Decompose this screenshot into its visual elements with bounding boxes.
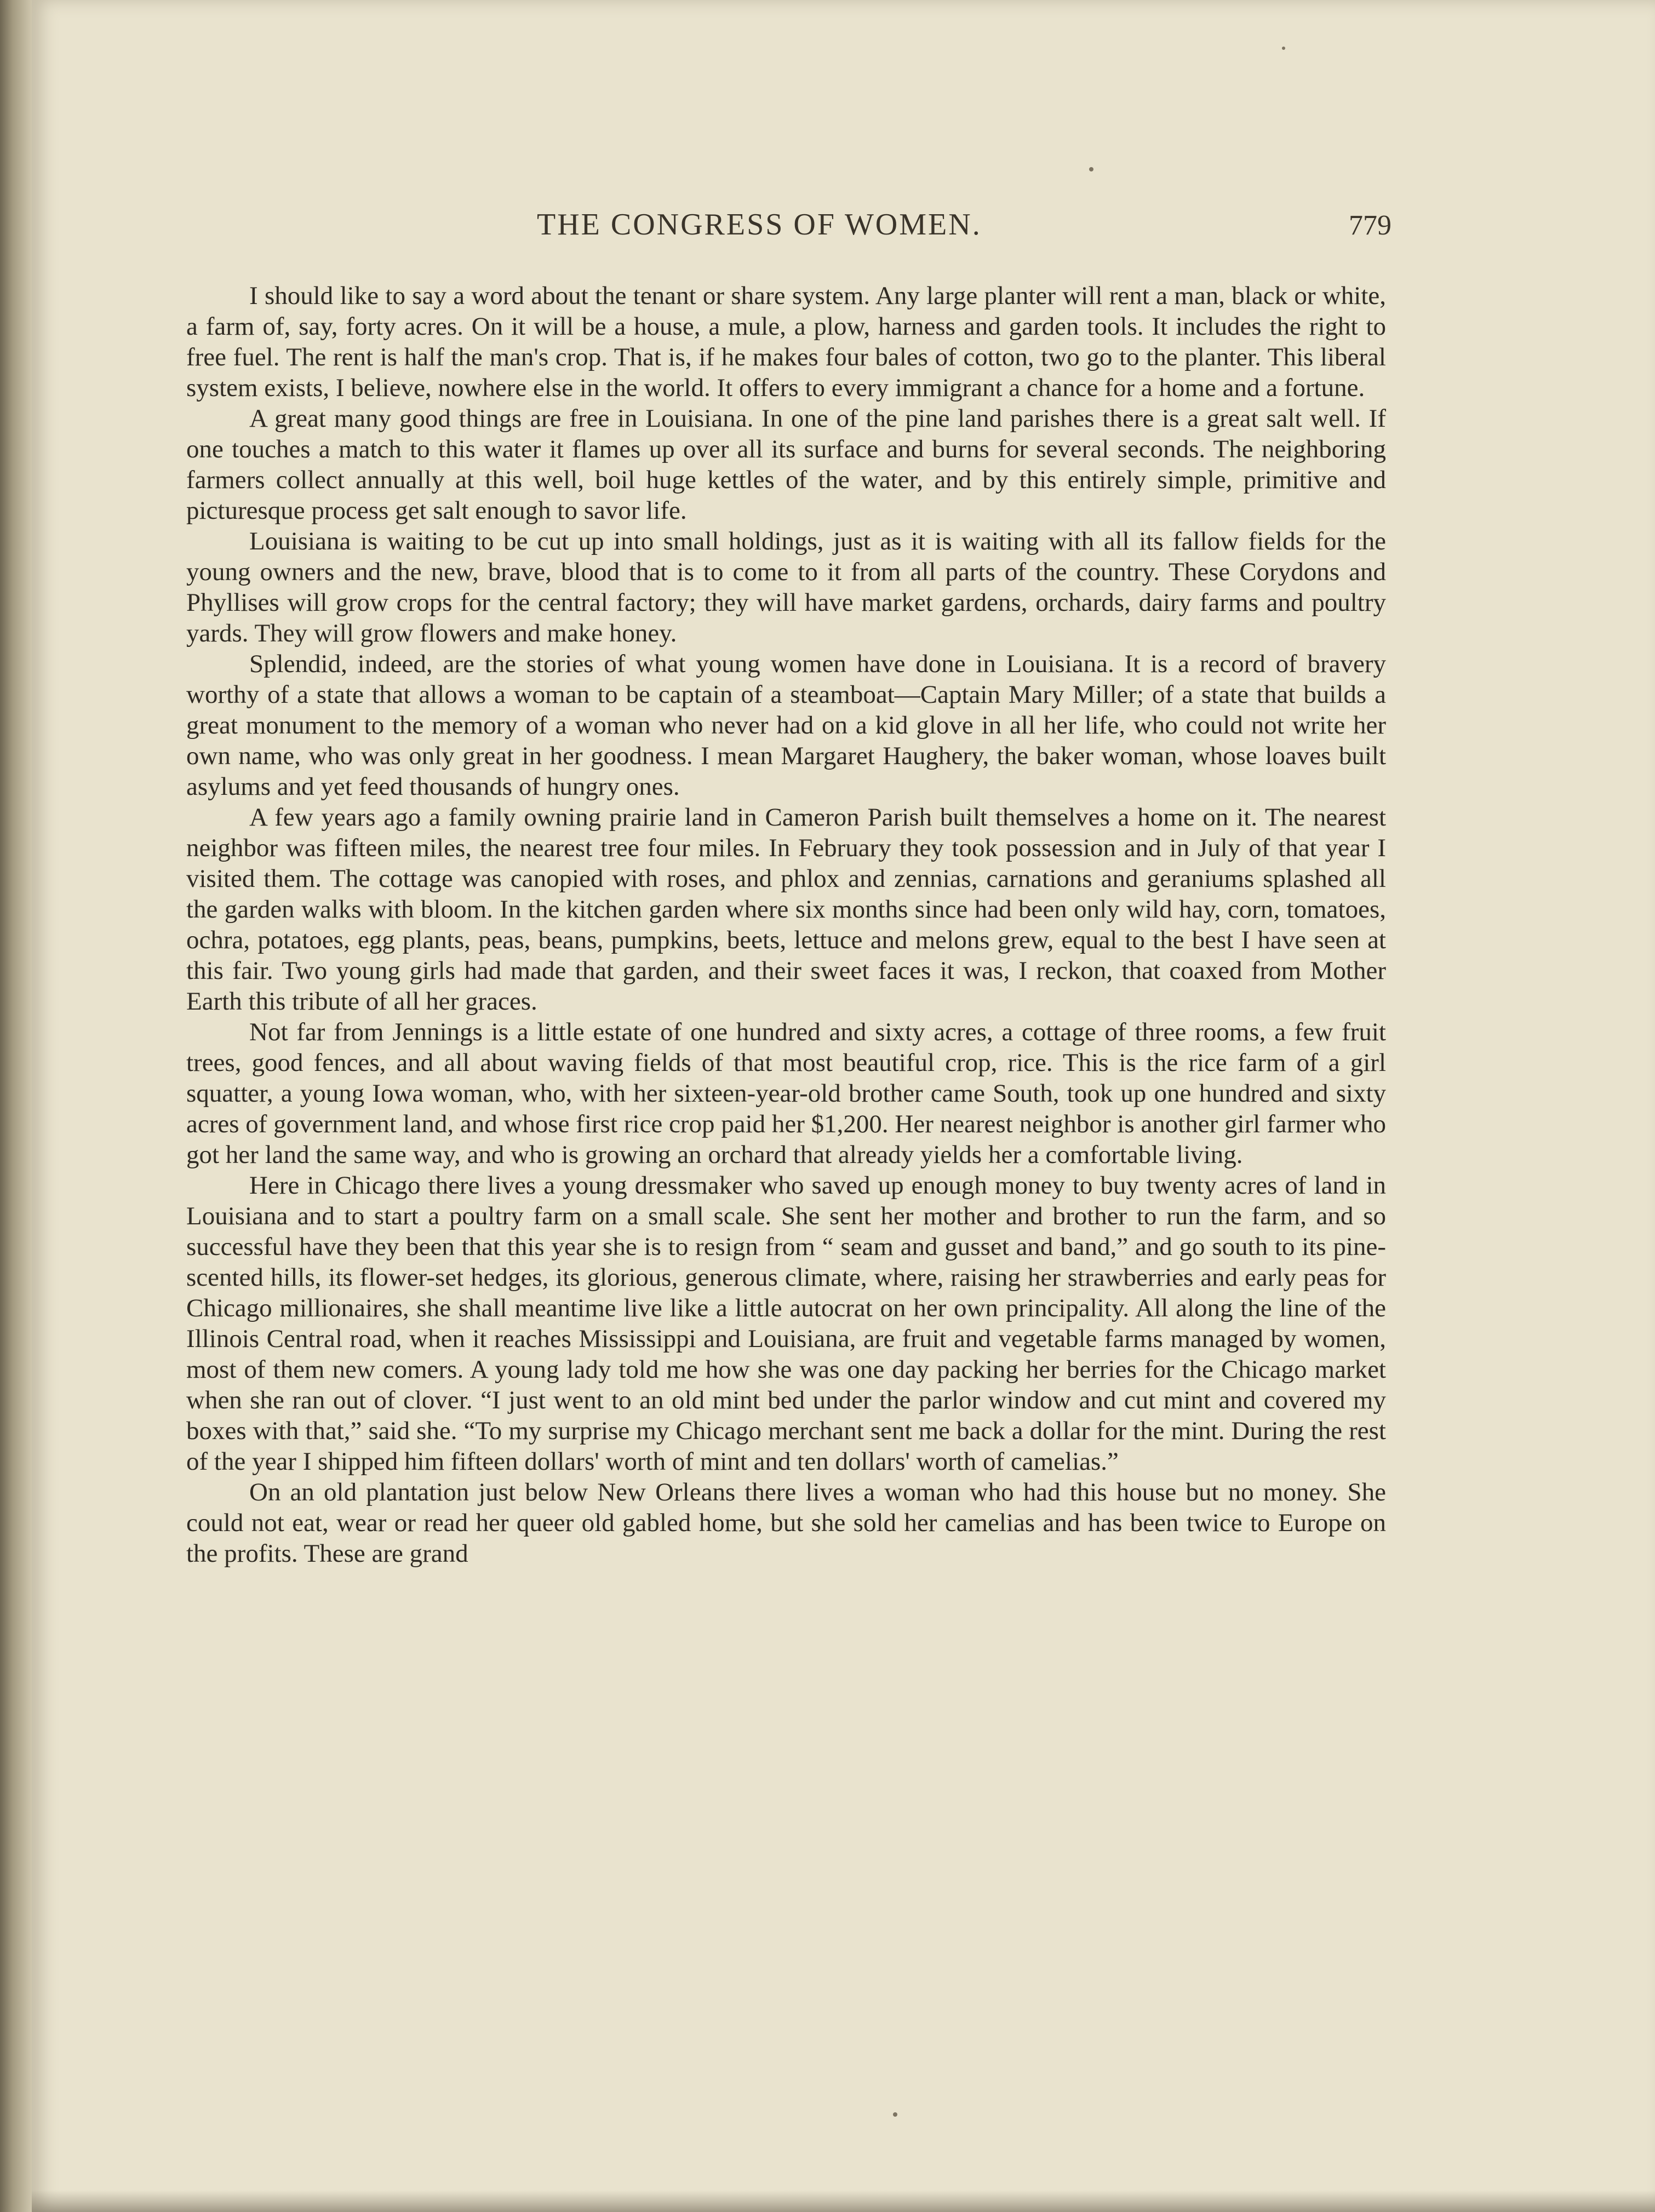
paragraph: Not far from Jennings is a little estate of one hundred and sixty acres, a cottage of three rooms, a few fruit trees, good fences, and all about waving fields of that most beautiful crop, rice. This is the rice farm of a girl squatter, a young Iowa woman, who, with her sixteen-year-old brother came South, took up one hundred and sixty acres of government land, and whose first rice crop paid her $1,200. Her nearest neighbor is another girl farmer who got her land the same way, and who is growing an orchard that already yields her a comfortable living.	[186, 1018, 1386, 1169]
page-bottom-edge	[32, 2190, 1655, 2212]
paragraph: A few years ago a family owning prairie land in Cameron Parish built themselves a home on it. The nearest neighbor was fifteen miles, the nearest tree four miles. In February they took possession and in July of that year I visited them. The cottage was canopied with roses, and phlox and zennias, carnations and geraniums splashed all the garden walks with bloom. In the kitchen garden where six months since had been only wild hay, corn, tomatoes, ochra, potatoes, egg plants, peas, beans, pumpkins, beets, lettuce and melons grew, equal to the best I have seen at this fair. Two young girls had made that garden, and their sweet faces it was, I reckon, that coaxed from Mother Earth this tribute of all her graces.	[186, 803, 1386, 1016]
paragraph: I should like to say a word about the tenant or share system. Any large planter will rent a man, black or white, a farm of, say, forty acres. On it will be a house, a mule, a plow, harness and garden tools. It includes the right to free fuel. The rent is half the man's crop. That is, if he makes four bales of cotton, two go to the planter. This liberal system exists, I believe, nowhere else in the world. It offers to every immigrant a chance for a home and a fortune.	[186, 282, 1386, 402]
paper-speck	[1089, 167, 1093, 171]
page-number: 779	[1349, 210, 1391, 241]
paper-speck	[1282, 47, 1285, 50]
paper-speck	[893, 2112, 897, 2117]
page-header	[186, 207, 1391, 251]
paragraph: Splendid, indeed, are the stories of what young women have done in Louisiana. It is a record of bravery worthy of a state that allows a woman to be captain of a steamboat—Captain Mary Miller; of a state that builds a great monument to the memory of a woman who never had on a kid glove in all her life, who could not write her own name, who was only great in her goodness. I mean Margaret Haughery, the baker woman, whose loaves built asylums and yet feed thousands of hungry ones.	[186, 650, 1386, 801]
paragraph: Here in Chicago there lives a young dressmaker who saved up enough money to buy twenty acres of land in Louisiana and to start a poultry farm on a small scale. She sent her mother and brother to run the farm, and so successful have they been that this year she is to resign from “ seam and gusset and band,” and go south to its pine-scented hills, its flower-set hedges, its glorious, generous climate, where, raising her strawberries and early peas for Chicago millionaires, she shall meantime live like a little autocrat on her own principality. All along the line of the Illinois Central road, when it reaches Mississippi and Louisiana, are fruit and vegetable farms managed by women, most of them new comers. A young lady told me how she was one day packing her berries for the Chicago market when she ran out of clover. “I just went to an old mint bed under the parlor window and cut mint and covered my boxes with that,” said she. “To my surprise my Chicago merchant sent me back a dollar for the mint. During the rest of the year I shipped him fifteen dollars' worth of mint and ten dollars' worth of camelias.”	[186, 1171, 1386, 1476]
paragraph: Louisiana is waiting to be cut up into small holdings, just as it is waiting with all its fallow fields for the young owners and the new, brave, blood that is to come to it from all parts of the country. These Corydons and Phyllises will grow crops for the central factory; they will have market gardens, orchards, dairy farms and poultry yards. They will grow flowers and make honey.	[186, 527, 1386, 647]
article-body	[186, 280, 1386, 2033]
book-spine-shadow	[0, 0, 32, 2212]
paragraph: A great many good things are free in Louisiana. In one of the pine land parishes there is a great salt well. If one touches a match to this water it flames up over all its surface and burns for several seconds. The neighboring farmers collect annually at this well, boil huge kettles of the water, and by this entirely simple, primitive and picturesque process get salt enough to savor life.	[186, 404, 1386, 525]
running-title: THE CONGRESS OF WOMEN.	[537, 208, 982, 242]
paragraph: On an old plantation just below New Orleans there lives a woman who had this house but no money. She could not eat, wear or read her queer old gabled home, but she sold her camelias and has been twice to Europe on the profits. These are grand	[186, 1478, 1386, 1568]
